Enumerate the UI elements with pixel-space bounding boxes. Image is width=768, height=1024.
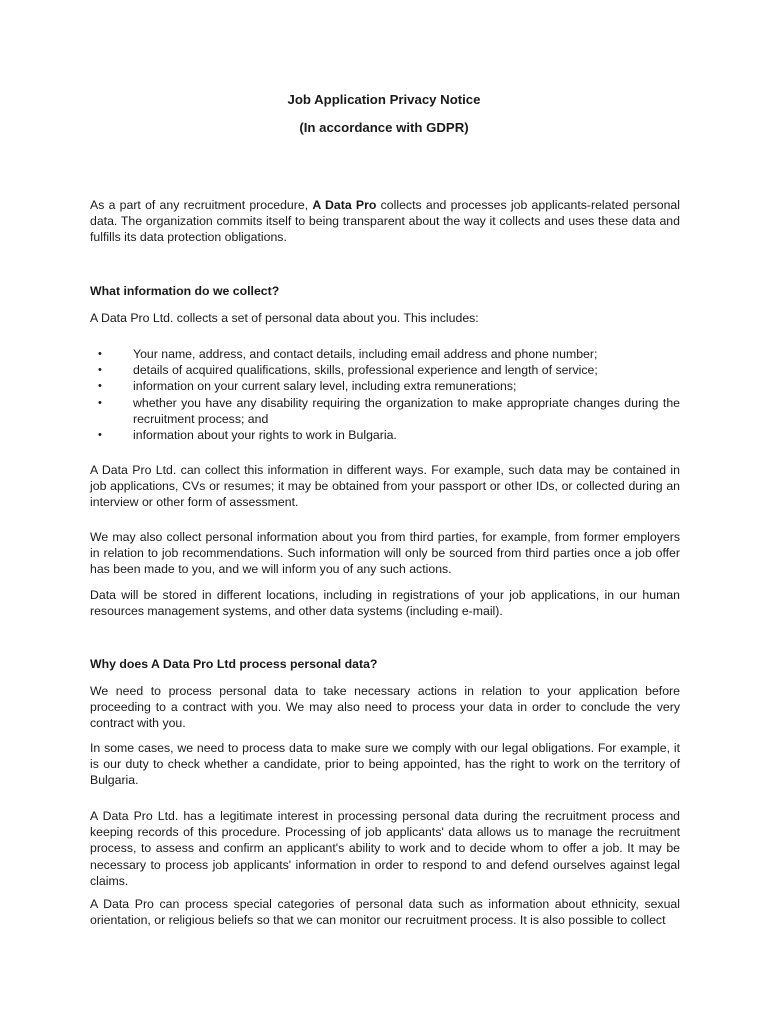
bullet-icon: • — [98, 364, 102, 377]
collect-lead-paragraph: A Data Pro Ltd. collects a set of personal data about you. This includes: — [90, 311, 479, 325]
intro-paragraph — [90, 197, 680, 246]
why-paragraph-special-categories: A Data Pro can process special categories of personal data such as information about ethnicity, sexual orientation, or religious beliefs so that we can monitor our recruitment process. It is also possible to collect — [90, 897, 680, 928]
section-heading-collect: What information do we collect? — [90, 284, 280, 298]
why-paragraph-legal: In some cases, we need to process data to make sure we comply with our legal obligations. For example, it is our duty to check whether a candidate, prior to being appointed, has the right to work on the territory of Bulgaria. — [90, 741, 680, 788]
list-item — [90, 395, 680, 427]
list-item-text: information on your current salary level, including extra remunerations; — [133, 379, 517, 394]
third-party-paragraph: We may also collect personal information about you from third parties, for example, from former employers in relation to job recommendations. Such information will only be sourced from third parties once a job offer has been made to you, and we will inform you of any such actions. — [90, 530, 680, 577]
bullet-icon: • — [98, 348, 102, 360]
company-name-bold: A Data Pro — [312, 198, 377, 212]
list-item-text: details of acquired qualifications, skills, professional experience and length of service; — [133, 363, 598, 378]
storage-paragraph: Data will be stored in different locations, including in registrations of your job applications, in our human resources management systems, and other data systems (including e-mail). — [90, 588, 680, 619]
bullet-icon: • — [98, 429, 102, 442]
why-paragraph-legitimate-interest: A Data Pro Ltd. has a legitimate interest in processing personal data during the recruitment process and keeping records of this procedure. Processing of job applicants' data allows us to manage the recruitment process, to assess and confirm an applicant's ability to work and to decide whom to offer a job. It may be necessary to process job applicants' information in order to respond to and defend ourselves against legal claims. — [90, 809, 680, 888]
bullet-icon: • — [98, 380, 102, 393]
bullet-icon: • — [98, 396, 102, 409]
collected-data-list — [90, 346, 680, 443]
section-heading-why: Why does A Data Pro Ltd process personal data? — [90, 657, 378, 671]
intro-text-end: collects and processes job applicants-related personal data. The organization commits itself to being transparent about the way it collects and uses these data and fulfills its data protection obligations. — [90, 198, 680, 245]
list-item-text: information about your rights to work in Bulgaria. — [133, 428, 397, 443]
document-title: Job Application Privacy Notice — [287, 92, 481, 107]
collection-methods-paragraph: A Data Pro Ltd. can collect this information in different ways. For example, such data may be contained in job applications, CVs or resumes; it may be obtained from your passport or other IDs, or collected during an interview or other form of assessment. — [90, 463, 680, 510]
list-item-text: whether you have any disability requiring the organization to make appropriate changes during the recruitment process; and — [133, 395, 680, 426]
why-paragraph-contract: We need to process personal data to take necessary actions in relation to your application before proceeding to a contract with you. We may also need to process your data in order to conclude the very contract with you. — [90, 684, 680, 731]
list-item — [90, 346, 680, 362]
list-item — [90, 427, 680, 443]
intro-text-start: As a part of any recruitment procedure, — [90, 198, 313, 212]
list-item — [90, 378, 680, 394]
document-subtitle: (In accordance with GDPR) — [299, 120, 469, 135]
list-item-text: Your name, address, and contact details, including email address and phone number; — [133, 347, 598, 361]
list-item — [90, 362, 680, 378]
